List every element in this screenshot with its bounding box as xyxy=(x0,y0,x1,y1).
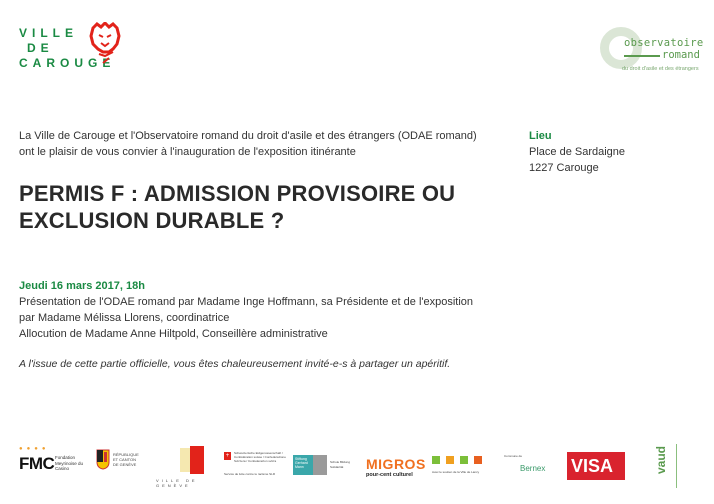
stiftung-name: Stiftung Gerhard Mann xyxy=(293,455,313,475)
odae-subtitle: du droit d'asile et des étrangers xyxy=(622,66,699,72)
title-line-2: EXCLUSION DURABLE ? xyxy=(19,208,285,233)
intro-line-1: La Ville de Carouge et l'Observatoire romand du droit d'asile et des étrangers (ODAE romand) xyxy=(19,130,477,142)
fmc-name: FMC xyxy=(19,454,55,473)
geneva-coat-of-arms-icon xyxy=(96,448,110,470)
ville-de-carouge-logo xyxy=(19,22,119,74)
logo-word-ville: VILLE xyxy=(19,26,79,40)
fmc-dots-icon: ●●●● xyxy=(19,446,50,452)
sponsor-lancy xyxy=(432,456,492,480)
logo-word-carouge: CAROUGE xyxy=(19,56,116,70)
sponsor-fmc xyxy=(19,446,89,476)
odae-divider xyxy=(624,55,660,57)
bernex-name: Bernex xyxy=(520,464,546,473)
confederation-sub: Service de lutte contre le racisme SLR xyxy=(224,472,276,476)
vaud-divider xyxy=(676,444,677,488)
aperitif-note: A l'issue de cette partie officielle, vous êtes chaleureusement invité-e-s à partager un apéritif. xyxy=(19,358,451,370)
confederation-name: Schweizerische Eidgenossenschaft / Confédération suisse / Confederazione Svizzera / Confederaziun svizra xyxy=(234,451,286,463)
sponsor-confederation xyxy=(224,452,290,480)
sponsor-geneve-canton xyxy=(96,448,142,484)
event-date: Jeudi 16 mars 2017, 18h xyxy=(19,280,145,292)
logo-word-de: DE xyxy=(27,41,54,55)
ville-de-geneve-name: VILLE DE GENÈVE xyxy=(156,478,198,488)
migros-sub: pour-cent culturel xyxy=(366,472,413,478)
intro-text xyxy=(19,128,479,160)
sponsor-logos xyxy=(0,440,714,500)
intro-line-2: ont le plaisir de vous convier à l'inauguration de l'exposition itinérante xyxy=(19,146,356,158)
odae-word-observatoire: observatoire xyxy=(624,37,704,49)
sponsor-visa: VISA xyxy=(567,452,625,480)
stiftung-portrait xyxy=(313,455,327,475)
location-label: Lieu xyxy=(529,130,552,142)
sponsor-bernex xyxy=(502,454,556,478)
event-line-1: Présentation de l'ODAE romand par Madame Inge Hoffmann, sa Présidente et de l'exposition xyxy=(19,296,474,308)
event-line-3: Allocution de Madame Anne Hiltpold, Conseillère administrative xyxy=(19,328,328,340)
location-address-line-1: Place de Sardaigne xyxy=(529,146,626,158)
sponsor-vaud xyxy=(652,444,680,488)
vaud-name: vaud xyxy=(654,446,668,475)
odae-word-romand: romand xyxy=(662,49,700,61)
migros-name: MIGROS xyxy=(366,456,426,472)
bernex-label: Commune de xyxy=(504,454,523,458)
sponsor-ville-de-geneve xyxy=(156,448,216,488)
odae-romand-logo xyxy=(598,27,708,77)
sponsor-migros xyxy=(366,456,426,478)
geneve-key-panel xyxy=(190,446,204,474)
swiss-cross-icon: + xyxy=(225,453,230,459)
location-block xyxy=(529,128,625,176)
lion-icon xyxy=(89,22,121,64)
title-line-1: PERMIS F : ADMISSION PROVISOIRE OU xyxy=(19,181,456,206)
geneve-canton-name: RÉPUBLIQUE ET CANTON DE GENÈVE xyxy=(113,452,139,467)
exhibition-title xyxy=(19,180,489,234)
event-details xyxy=(19,278,489,342)
stiftung-sub: Schule Bildung Solidarität xyxy=(330,460,351,469)
location-address-line-2: 1227 Carouge xyxy=(529,162,599,174)
event-line-2: par Madame Mélissa Llorens, coordinatrice xyxy=(19,312,230,324)
sponsor-stiftung xyxy=(293,455,363,477)
lancy-name: Avec le soutien de la Ville de Lancy xyxy=(432,470,480,474)
fmc-subtitle: Fondation Meyrinoise du Casino xyxy=(55,455,84,471)
